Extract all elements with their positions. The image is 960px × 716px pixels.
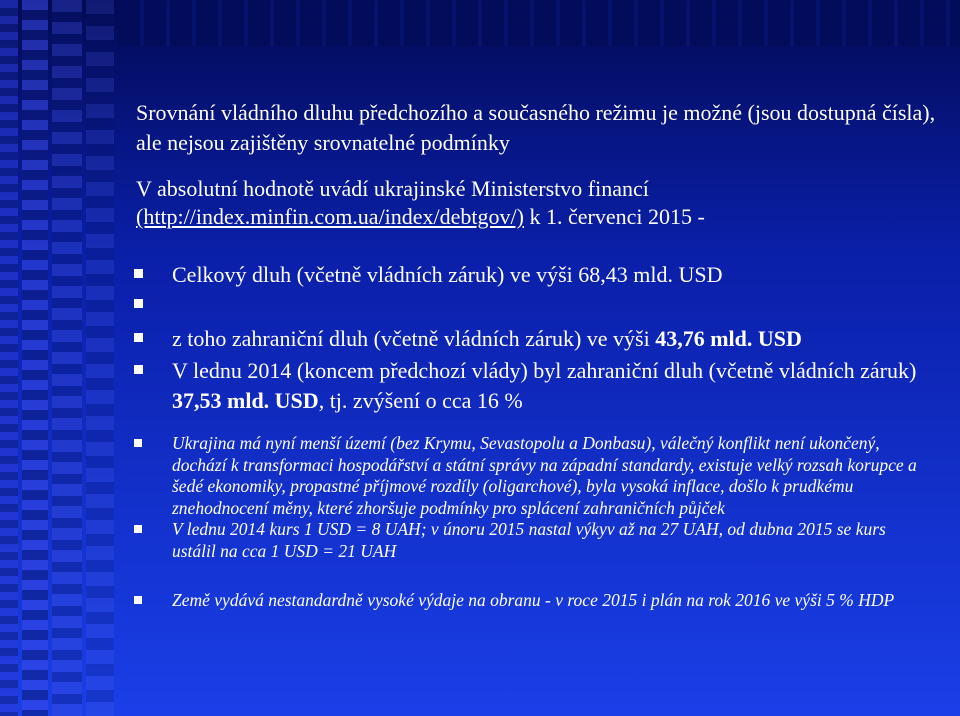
intro-date: k 1. červenci 2015 -: [524, 204, 705, 229]
intro-text: V absolutní hodnotě uvádí ukrajinské Ministerstvo financí: [136, 176, 649, 201]
bullet-square-icon: [134, 333, 143, 342]
minfin-link[interactable]: (http://index.minfin.com.ua/index/debtgov/): [136, 204, 524, 229]
jan2014-increase: , tj. zvýšení o cca 16 %: [318, 388, 523, 413]
bullet-square-icon: [134, 525, 142, 533]
bullet-square-icon: [134, 269, 143, 278]
jan2014-value: 37,53 mld. USD: [172, 388, 319, 413]
bullet-square-icon: [134, 365, 143, 374]
foreign-debt-label: z toho zahraniční dluh (včetně vládních záruk) ve výši: [172, 326, 656, 351]
jan2014-label: V lednu 2014 (koncem předchozí vlády) byl zahraniční dluh (včetně vládních záruk): [172, 358, 917, 383]
bullet-square-icon: [134, 299, 143, 308]
ukraine-note-text: Ukrajina má nyní menší území (bez Krymu, Sevastopolu a Donbasu), válečný konflikt není ukončený, dochází k transformaci hospodářství a státní správy na západní standardy, existuje velký rozsah korupce a šedé ekonomiky, propastné příjmové rozdíly (oligarchové), byla vysoká inflace, došlo k prudkému znehodnocení měny, které zhoršuje podmínky pro splácení zahraničních půjček: [172, 433, 917, 518]
foreign-debt-text: [172, 324, 922, 354]
slide-title: Srovnání vládního dluhu předchozího a současného režimu je možné (jsou dostupná čísla), ale nejsou zajištěny srovnatelné podmínky: [136, 100, 936, 155]
bullet-square-icon: [134, 439, 142, 447]
intro-paragraph: [136, 175, 936, 231]
foreign-debt-value: 43,76 mld. USD: [655, 326, 802, 351]
bullet-square-icon: [134, 596, 142, 604]
exchange-rate-text: V lednu 2014 kurs 1 USD = 8 UAH; v únoru 2015 nastal výkyv až na 27 UAH, od dubna 2015 se kurs ustálil na cca 1 USD = 21 UAH: [172, 519, 886, 561]
list-item-empty: [134, 290, 924, 320]
defense-text: Země vydává nestandardně vysoké výdaje na obranu - v roce 2015 i plán na rok 2016 ve výši 5 % HDP: [172, 590, 895, 610]
jan2014-text: [172, 356, 922, 416]
total-debt-text: Celkový dluh (včetně vládních záruk) ve výši 68,43 mld. USD: [172, 262, 723, 287]
